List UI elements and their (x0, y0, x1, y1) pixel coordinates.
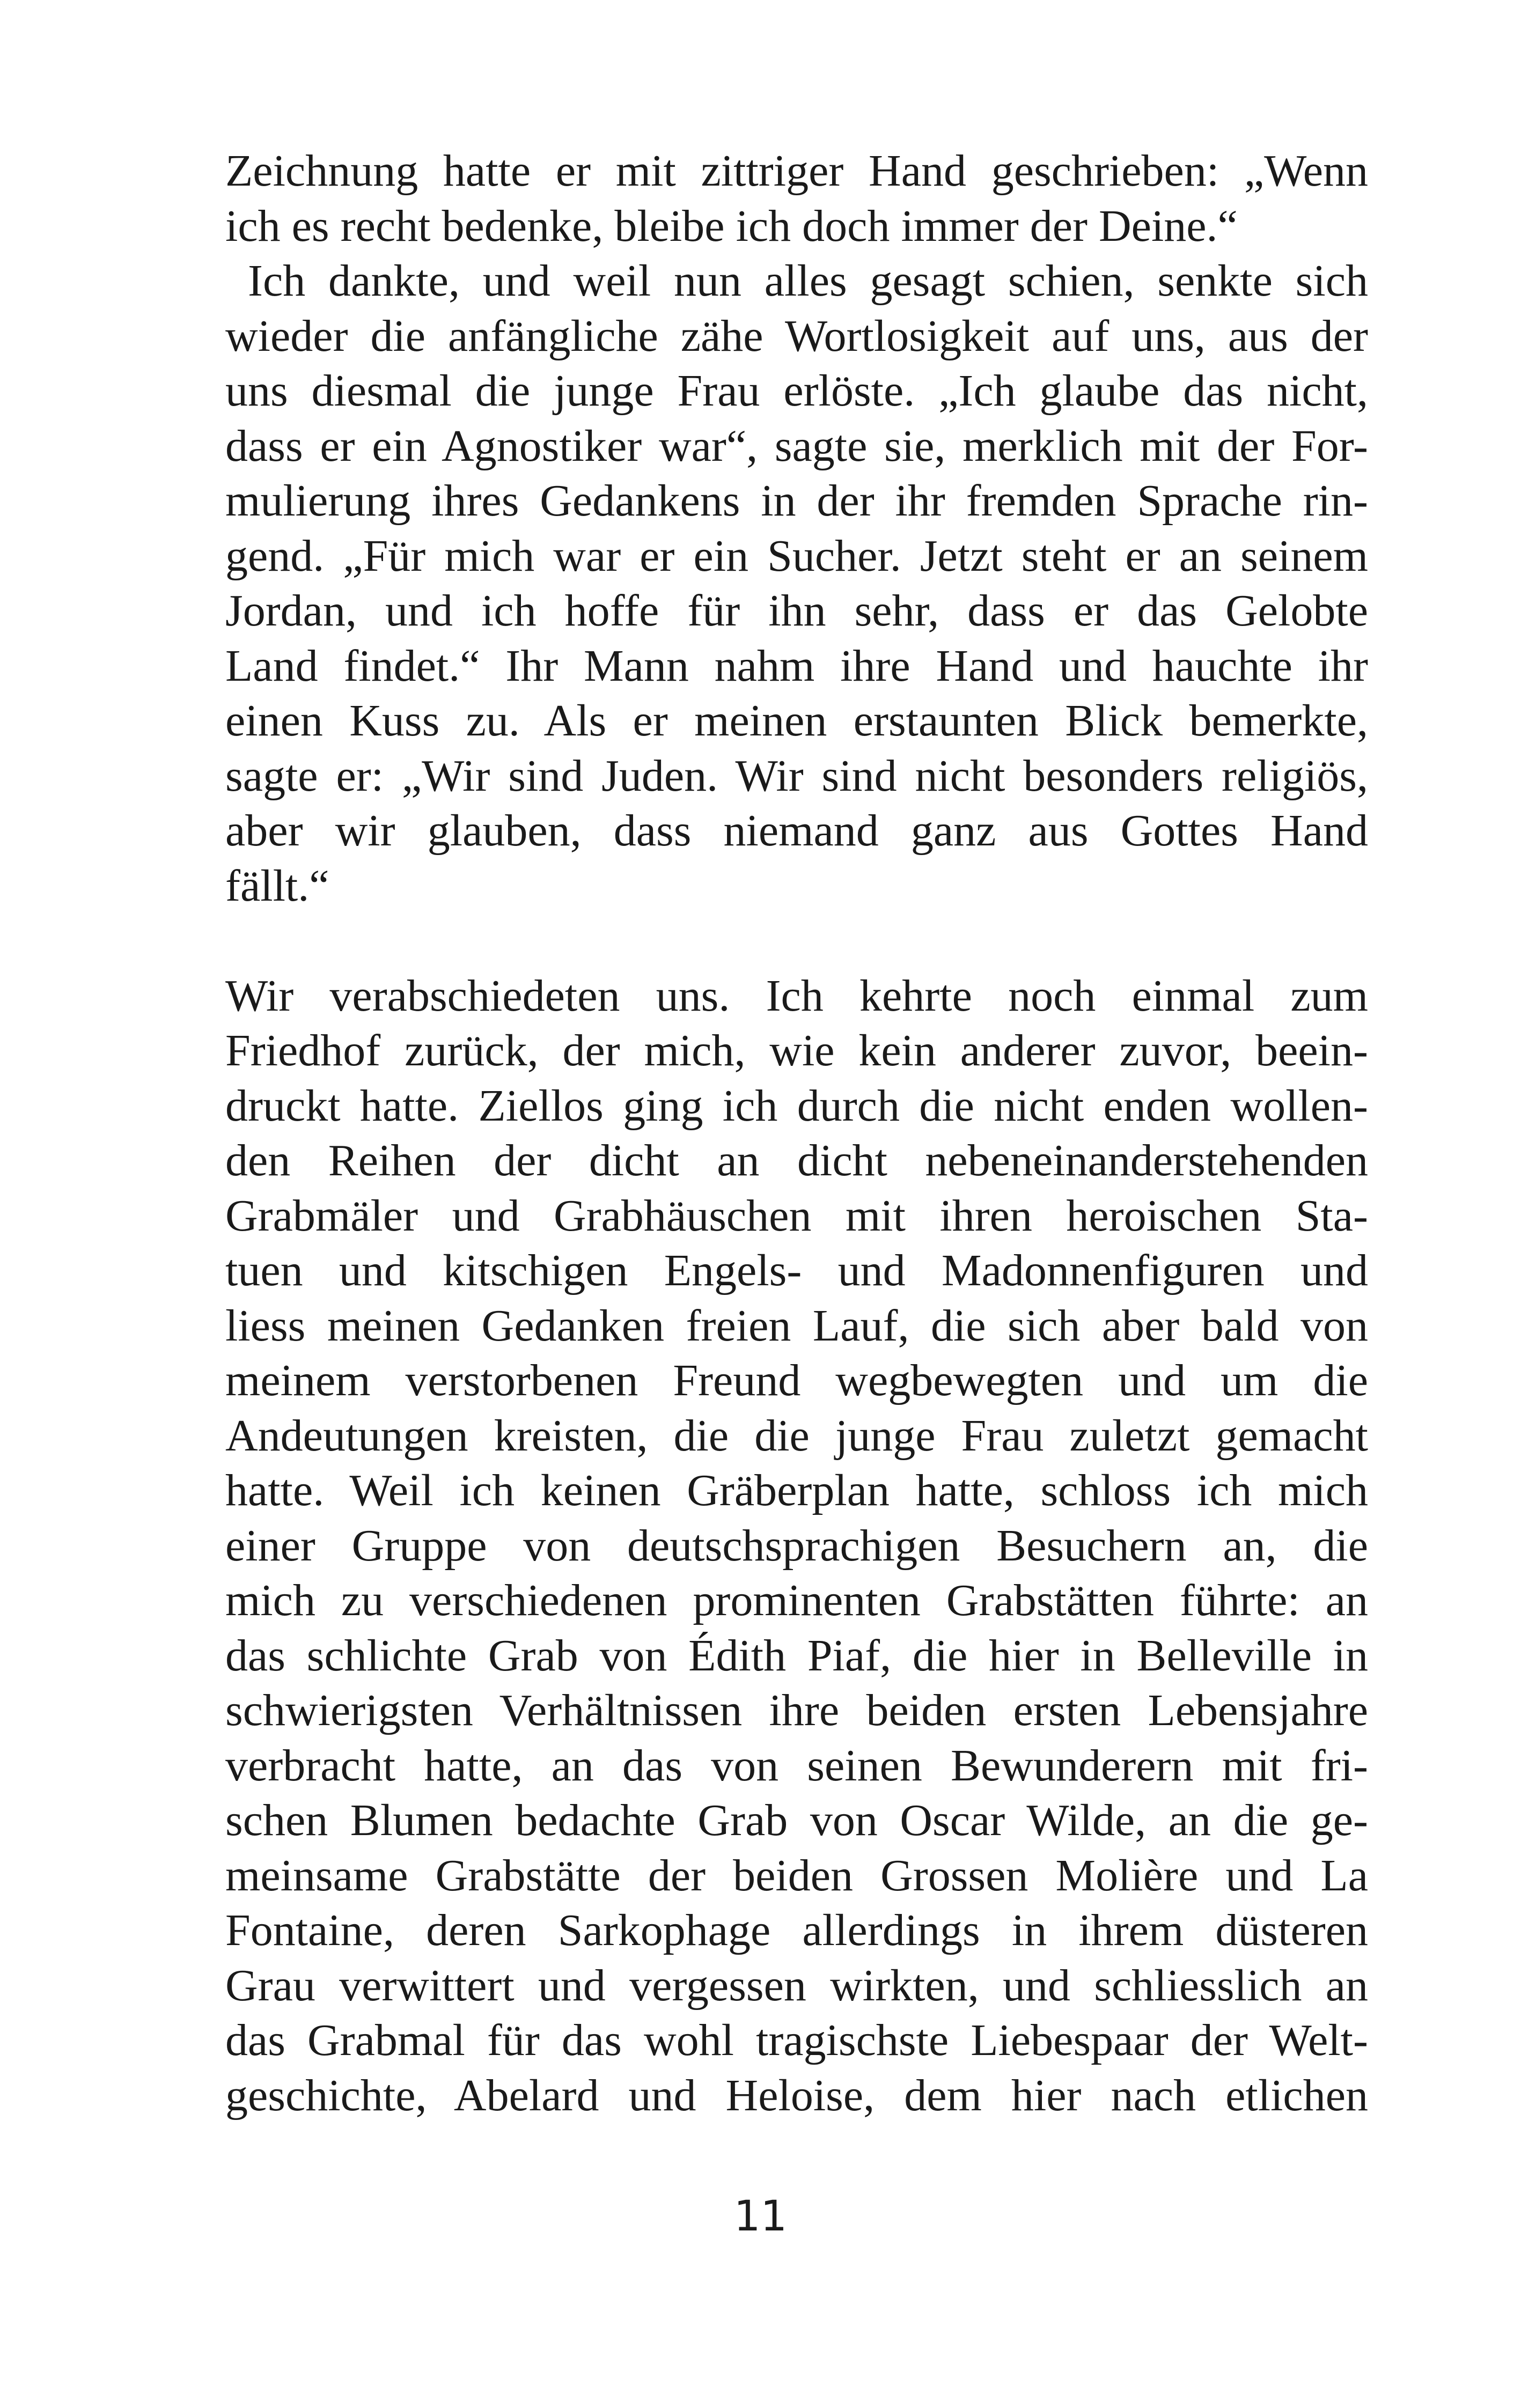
text-line: aber wir glauben, dass niemand ganz aus Gottes Hand (225, 806, 1368, 856)
text-line: Zeichnung hatte er mit zittriger Hand geschrieben: „Wenn (225, 146, 1368, 196)
text-line: meinem verstorbenen Freund wegbewegten und um die (225, 1356, 1368, 1405)
text-line: Jordan, und ich hoffe für ihn sehr, dass er das Gelobte (225, 586, 1368, 636)
text-line: tuen und kitschigen Engels- und Madonnenfiguren und (225, 1246, 1368, 1295)
text-line: ich es recht bedenke, bleibe ich doch immer der Deine.“ (225, 201, 1238, 251)
text-line: Wir verabschiedeten uns. Ich kehrte noch einmal zum (225, 970, 1368, 1021)
text-line: schwierigsten Verhältnissen ihre beiden ersten Lebensjahre (225, 1685, 1368, 1735)
text-line: meinsame Grabstätte der beiden Grossen Molière und La (225, 1850, 1368, 1901)
text-line: das schlichte Grab von Édith Piaf, die hier in Belleville in (225, 1630, 1368, 1681)
text-line: gend. „Für mich war er ein Sucher. Jetzt steht er an seinem (225, 531, 1368, 581)
text-line: mich zu verschiedenen prominenten Grabstätten führte: an (225, 1575, 1368, 1625)
text-line: wieder die anfängliche zähe Wortlosigkeit auf uns, aus der (225, 311, 1368, 361)
text-line: schen Blumen bedachte Grab von Oscar Wilde, an die ge- (225, 1795, 1368, 1845)
text-line: Andeutungen kreisten, die die junge Frau zuletzt gemacht (225, 1410, 1368, 1461)
text-line: hatte. Weil ich keinen Gräberplan hatte, schloss ich mich (225, 1466, 1368, 1515)
text-line: den Reihen der dicht an dicht nebeneinanderstehenden (225, 1136, 1368, 1185)
text-line: einen Kuss zu. Als er meinen erstaunten Blick bemerkte, (225, 696, 1368, 746)
text-line: fällt.“ (225, 860, 329, 911)
text-line: verbracht hatte, an das von seinen Bewunderern mit fri- (225, 1740, 1368, 1791)
text-line: das Grabmal für das wohl tragischste Liebespaar der Welt- (225, 2015, 1368, 2065)
text-line: Fontaine, deren Sarkophage allerdings in ihrem düsteren (225, 1905, 1368, 1955)
body-text (225, 144, 1368, 2123)
text-line: Grau verwittert und vergessen wirkten, und schliesslich an (225, 1960, 1368, 2011)
text-line: druckt hatte. Ziellos ging ich durch die nicht enden wollen- (225, 1080, 1368, 1131)
text-line: Ich dankte, und weil nun alles gesagt schien, senkte sich (248, 256, 1368, 306)
text-line: Grabmäler und Grabhäuschen mit ihren heroischen Sta- (225, 1190, 1368, 1241)
paragraph-gap (225, 914, 1368, 969)
text-line: uns diesmal die junge Frau erlöste. „Ich glaube das nicht, (225, 366, 1368, 416)
text-line: Land findet.“ Ihr Mann nahm ihre Hand und hauchte ihr (225, 640, 1368, 691)
text-line: dass er ein Agnostiker war“, sagte sie, merklich mit der For- (225, 421, 1368, 471)
text-line: mulierung ihres Gedankens in der ihr fremden Sprache rin- (225, 476, 1368, 526)
text-line: geschichte, Abelard und Heloise, dem hier nach etlichen (225, 2070, 1368, 2120)
text-line: liess meinen Gedanken freien Lauf, die sich aber bald von (225, 1300, 1368, 1351)
text-line: Friedhof zurück, der mich, wie kein anderer zuvor, beein- (225, 1026, 1368, 1076)
text-line: einer Gruppe von deutschsprachigen Besuchern an, die (225, 1520, 1368, 1571)
text-line: sagte er: „Wir sind Juden. Wir sind nicht besonders religiös, (225, 750, 1368, 801)
page-number: 11 (733, 2192, 788, 2241)
